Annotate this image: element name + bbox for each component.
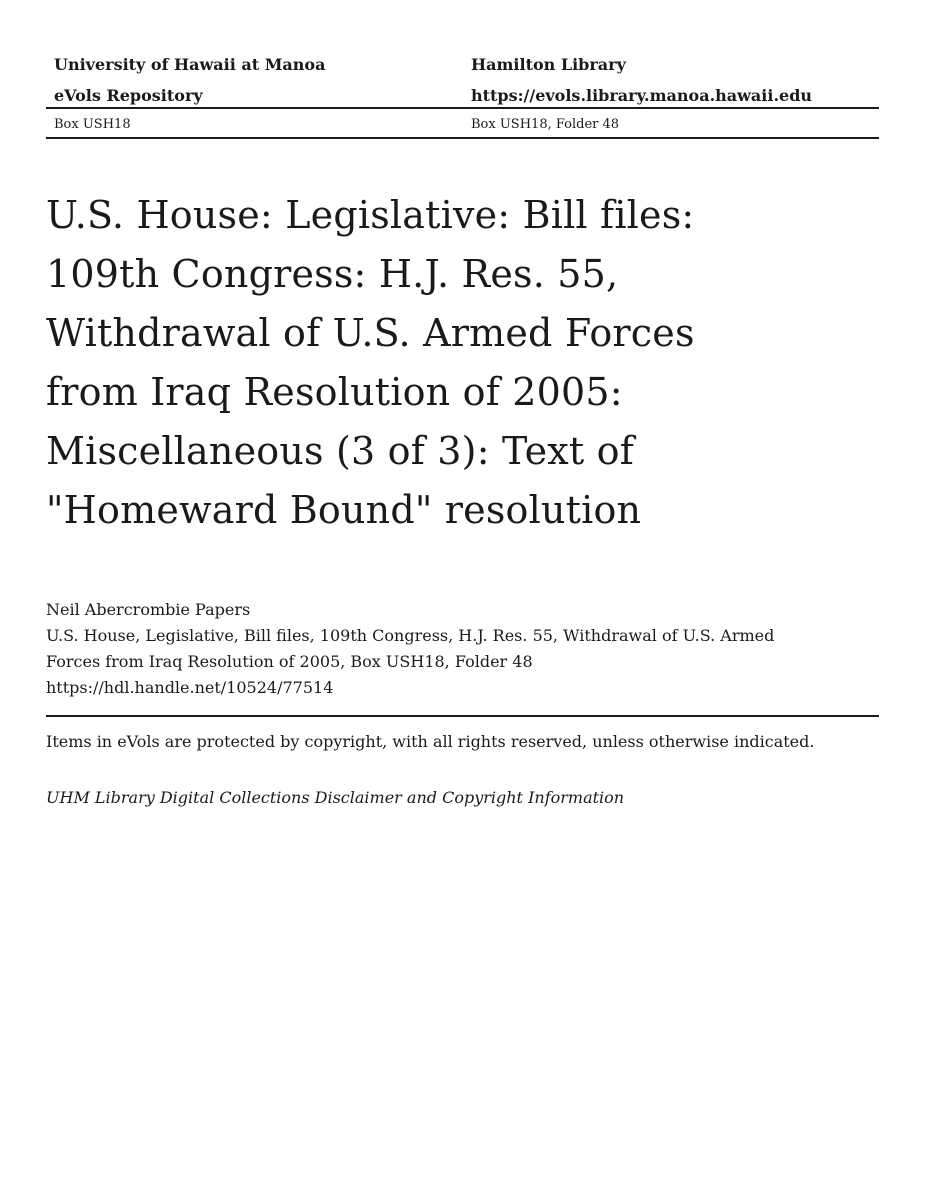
collection-name: Neil Abercrombie Papers — [46, 600, 251, 619]
title-line: from Iraq Resolution of 2005: — [46, 370, 623, 414]
box-folder-label: Box USH18, Folder 48 — [471, 117, 620, 132]
description-line: Forces from Iraq Resolution of 2005, Box USH18, Folder 48 — [46, 652, 533, 671]
rights-statement: Items in eVols are protected by copyright, with all rights reserved, unless otherwise indicated. — [46, 732, 815, 751]
box-label: Box USH18 — [54, 117, 131, 132]
repository-url[interactable]: https://evols.library.manoa.hawaii.edu — [471, 86, 813, 105]
title-line: Miscellaneous (3 of 3): Text of — [46, 429, 634, 473]
repository-name: eVols Repository — [54, 86, 203, 105]
title-line: 109th Congress: H.J. Res. 55, — [46, 252, 619, 296]
title-line: "Homeward Bound" resolution — [46, 488, 642, 532]
handle-link[interactable]: https://hdl.handle.net/10524/77514 — [46, 678, 334, 697]
title-line: U.S. House: Legislative: Bill files: — [46, 193, 695, 237]
description-line: U.S. House, Legislative, Bill files, 109th Congress, H.J. Res. 55, Withdrawal of U.S. Armed — [46, 626, 775, 645]
footer-divider — [46, 715, 879, 717]
header-divider-top — [46, 107, 879, 109]
disclaimer-link[interactable]: UHM Library Digital Collections Disclaimer and Copyright Information — [46, 788, 625, 807]
box-info-row — [46, 115, 879, 135]
document-title — [46, 186, 746, 540]
document-metadata — [46, 597, 806, 701]
header-divider-bottom — [46, 137, 879, 139]
header-row-2 — [46, 83, 879, 114]
header-row-1 — [46, 52, 879, 83]
header-grid — [46, 52, 879, 114]
title-line: Withdrawal of U.S. Armed Forces — [46, 311, 695, 355]
library-name: Hamilton Library — [471, 55, 626, 74]
institution-name: University of Hawaii at Manoa — [54, 55, 326, 74]
